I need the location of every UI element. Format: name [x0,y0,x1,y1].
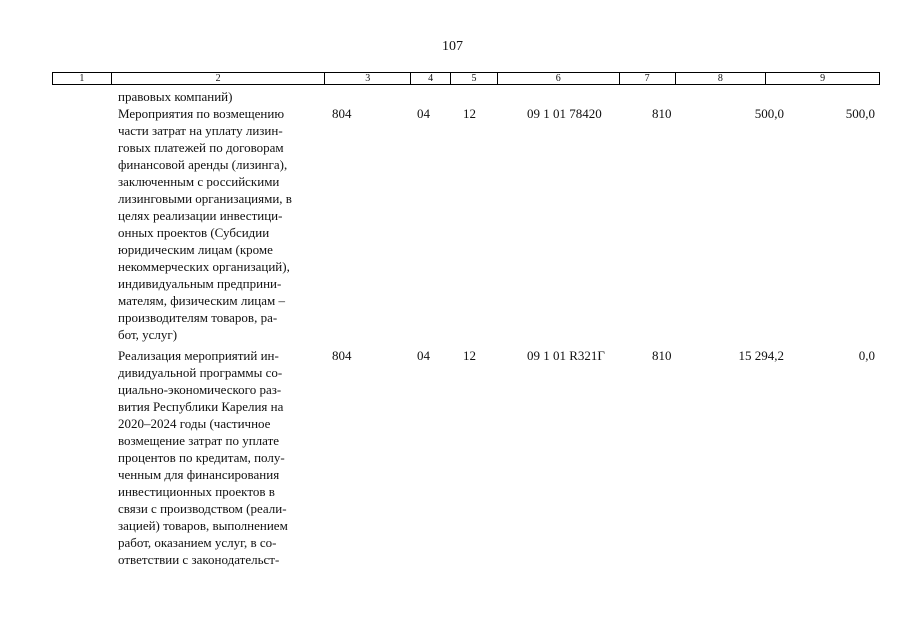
ministry-code: 804 [332,348,352,363]
column-header-1: 1 [53,73,112,84]
column-header-9: 9 [820,73,826,84]
continued-description: правовых компаний) [118,89,233,104]
expense-type-code: 810 [652,348,672,363]
target-article-code: 09 1 01 R321Г [527,348,605,363]
amount-year-2: 0,0 [858,348,875,363]
subsection-code: 12 [463,106,476,121]
column-header-6: 6 [498,73,620,84]
amount-year-1: 15 294,2 [738,348,784,363]
column-header-7: 7 [620,73,676,84]
column-header-3: 3 [325,73,411,84]
amount-year-1: 500,0 [754,106,784,121]
row-description: Мероприятия по возмещению части затрат на уплату лизин- говых платежей по договорам финансовой аренды (лизинга), заключенным с российскими лизинговыми организациями, в целях реализации инвестици- онных проектов (Субсидии юридическим лицам (кроме некоммерческих организаций), индивидуальным предприни- мателям, физическим лицам – производителям товаров, ра- бот, услуг) [118,106,292,342]
section-code: 04 [417,348,430,363]
column-header-5: 5 [451,73,498,84]
section-code: 04 [417,106,430,121]
ministry-code: 804 [332,106,352,121]
amount-year-2: 500,0 [845,106,875,121]
table-header-row [52,72,880,85]
subsection-code: 12 [463,348,476,363]
page-number: 107 [442,39,463,54]
column-header-8: 8 [676,73,767,84]
row-description: Реализация мероприятий ин- дивидуальной программы со- циально-экономического раз- вития Республики Карелия на 2020–2024 годы (частичное возмещение затрат по уплате процентов по кредитам, полу- ченным для финансирования инвестиционных проектов в связи с производством (реали- зацией) товаров, выполнением работ, оказанием услуг, в со- ответствии с законодательст- [118,348,288,567]
expense-type-code: 810 [652,106,672,121]
target-article-code: 09 1 01 78420 [527,106,602,121]
column-header-4: 4 [411,73,451,84]
column-header-2: 2 [112,73,325,84]
